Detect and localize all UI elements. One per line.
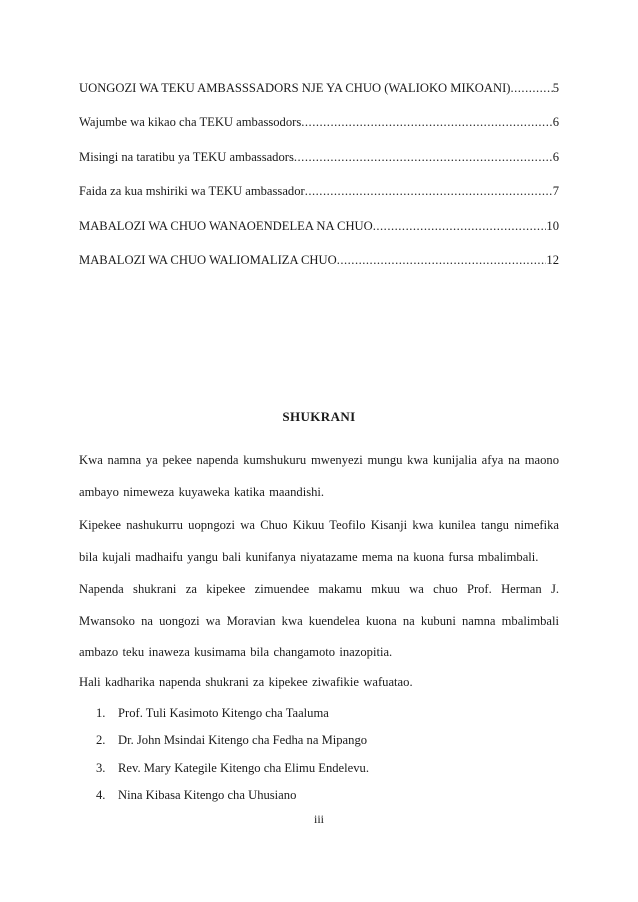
toc-dot-leader xyxy=(373,209,547,243)
list-item-text: Prof. Tuli Kasimoto Kitengo cha Taaluma xyxy=(118,706,329,720)
section-heading: SHUKRANI xyxy=(282,409,356,424)
paragraph: Napenda shukrani za kipekee zimuendee makamu mkuu wa chuo Prof. Herman J. Mwansoko na uongozi wa Moravian kwa kuendelea kuona na kubuni namna mbalimbali ambazo teku inaweza kusimama bila changamoto inazopitia. xyxy=(79,582,559,659)
paragraph: Hali kadharika napenda shukrani za kipekee ziwafikie wafuatao. xyxy=(79,675,413,689)
list-item-number: 1. xyxy=(96,706,106,720)
paragraph: Kwa namna ya pekee napenda kumshukuru mwenyezi mungu kwa kunijalia afya na maono ambayo nimeweza kuyaweka katika maandishi. xyxy=(79,453,559,499)
toc-entry-page: 6 xyxy=(552,149,559,164)
paragraph: Kipekee nashukurru uopngozi wa Chuo Kikuu Teofilo Kisanji kwa kunilea tangu nimefika bila kujali madhaifu yangu bali kunifanya niyatazame mema na kuona fursa mbalimbali. xyxy=(79,518,559,564)
toc-dot-leader xyxy=(337,243,547,277)
toc-dot-leader xyxy=(301,105,552,139)
toc-entry-title: Misingi na taratibu ya TEKU ambassadors xyxy=(79,149,294,164)
page-number: iii xyxy=(313,812,324,826)
toc-entry[interactable] xyxy=(79,174,559,208)
list-item-text: Dr. John Msindai Kitengo cha Fedha na Mipango xyxy=(118,733,368,748)
list-item xyxy=(96,782,556,809)
toc-entry[interactable] xyxy=(79,140,559,174)
list-item-number: 3. xyxy=(96,760,106,775)
toc-entry-page: 5 xyxy=(552,81,559,95)
toc-dot-leader xyxy=(510,71,552,105)
list-item-text: Rev. Mary Kategile Kitengo cha Elimu Endelevu. xyxy=(118,760,369,775)
list-item xyxy=(96,727,556,754)
table-of-contents xyxy=(79,71,559,277)
toc-dot-leader xyxy=(305,174,553,208)
toc-entry-title: Wajumbe wa kikao cha TEKU ambassodors xyxy=(79,115,302,130)
toc-entry[interactable] xyxy=(79,209,559,243)
acknowledgement-list xyxy=(96,700,556,810)
toc-entry-title: MABALOZI WA CHUO WANAOENDELEA NA CHUO xyxy=(79,218,373,233)
list-item-number: 2. xyxy=(96,733,106,748)
toc-entry-title: UONGOZI WA TEKU AMBASSSADORS NJE YA CHUO (WALIOKO MIKOANI) xyxy=(79,81,511,95)
toc-entry[interactable] xyxy=(79,71,559,105)
toc-entry[interactable] xyxy=(79,243,559,277)
list-item-number: 4. xyxy=(96,788,106,803)
toc-entry-title: Faida za kua mshiriki wa TEKU ambassador xyxy=(79,184,305,199)
list-item xyxy=(96,755,556,782)
toc-dot-leader xyxy=(294,140,553,174)
toc-entry[interactable] xyxy=(79,105,559,139)
toc-entry-page: 10 xyxy=(546,218,559,233)
list-item-text: Nina Kibasa Kitengo cha Uhusiano xyxy=(118,788,297,803)
toc-entry-page: 12 xyxy=(546,252,559,267)
list-item xyxy=(96,700,556,727)
toc-entry-page: 7 xyxy=(552,184,559,199)
toc-entry-page: 6 xyxy=(552,115,559,130)
toc-entry-title: MABALOZI WA CHUO WALIOMALIZA CHUO xyxy=(79,252,337,267)
